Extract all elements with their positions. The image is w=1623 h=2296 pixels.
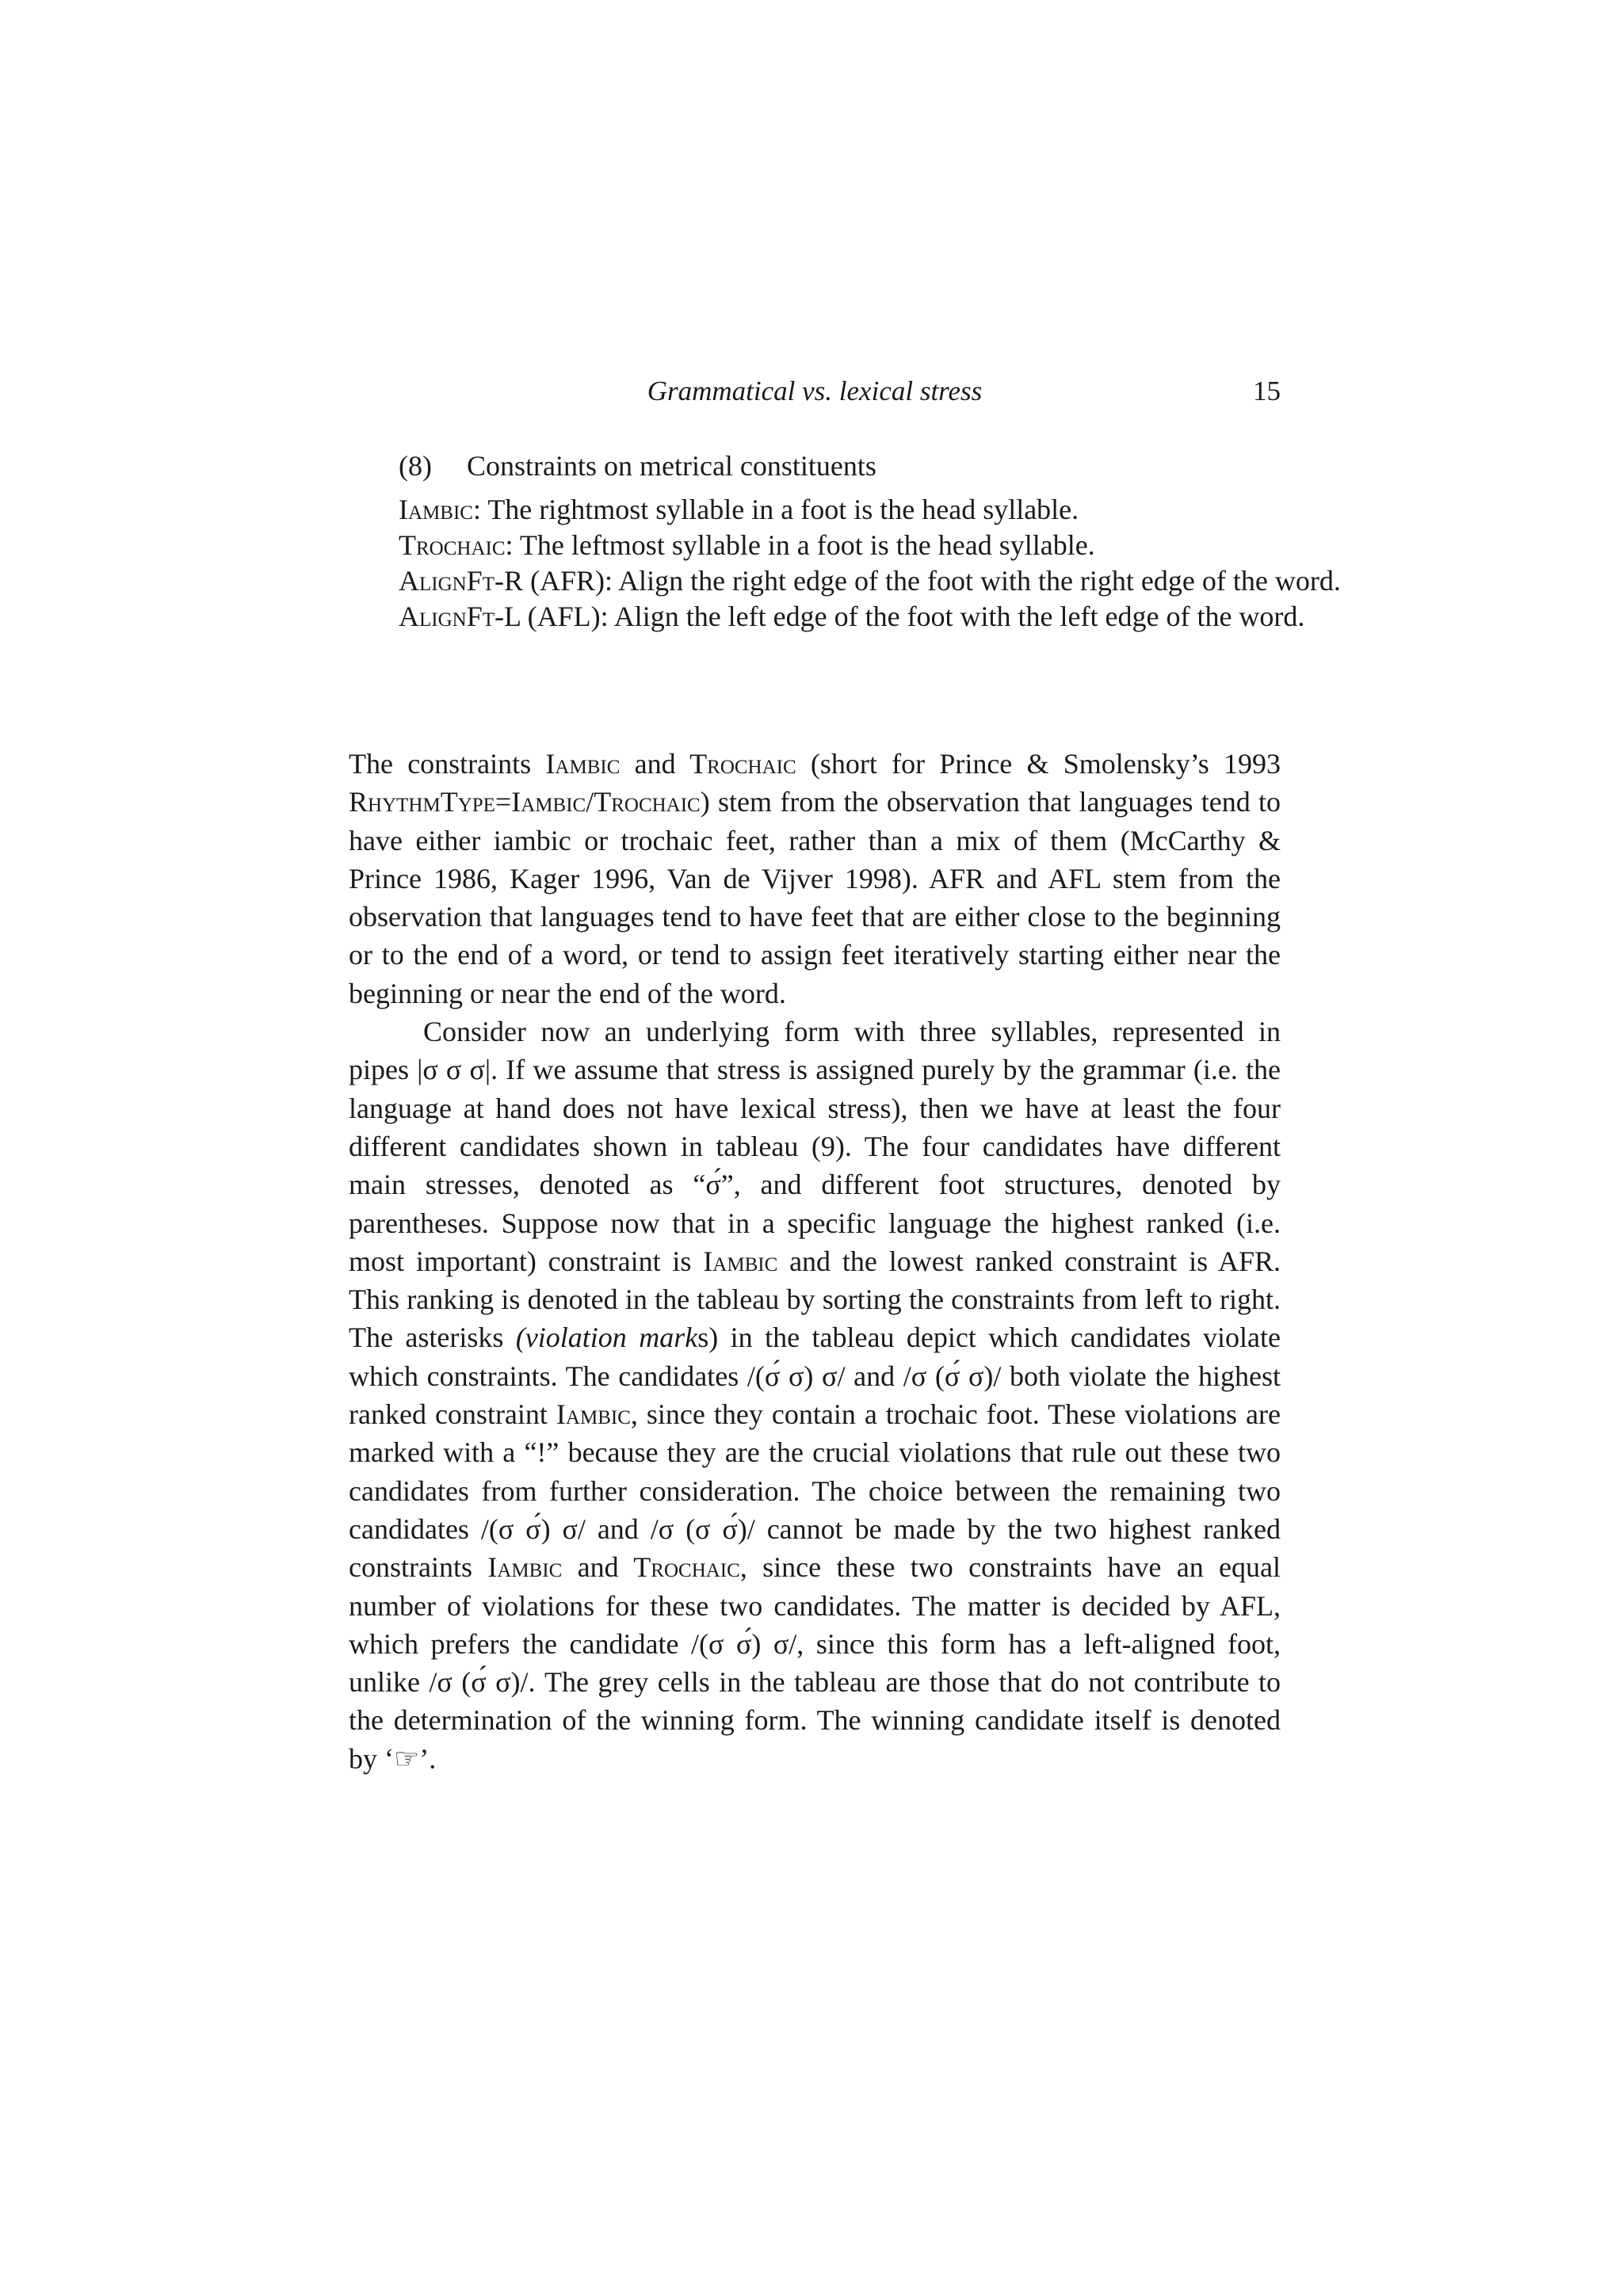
constraint-trochaic	[399, 528, 1421, 563]
constraint-ref-trochaic: Trochaic	[633, 1551, 740, 1584]
example-heading	[399, 448, 1281, 484]
constraint-ref-iambic: Iambic	[545, 748, 621, 780]
constraint-name: AlignFt-L (AFL)	[399, 601, 601, 632]
italic-term: (violation mark	[515, 1322, 698, 1354]
constraint-definition: : Align the right edge of the foot with the right edge of the word.	[605, 565, 1341, 597]
example-8	[399, 448, 1341, 635]
constraint-name: AlignFt-R (AFR)	[399, 565, 605, 597]
constraint-ref-iambic: Iambic	[703, 1245, 778, 1277]
paragraph-1: The constraints Iambic and Trochaic (short for Prince & Smolensky’s 1993 RhythmType=Iambic/Trochaic) stem from the observation that languages tend to have either iambic or trochaic feet, rather than a mix of them (McCarthy & Prince 1986, Kager 1996, Van de Vijver 1998). AFR and AFL stem from the observation that languages tend to have feet that are either close to the beginning or to the end of a word, or tend to assign feet iteratively starting either near the beginning or near the end of the word.	[349, 748, 1281, 1009]
paragraph-2: Consider now an underlying form with three syllables, represented in pipes |σ σ σ|. If we assume that stress is assigned purely by the grammar (i.e. the language at hand does not have lexical stress), then we have at least the four different candidates shown in tableau (9). The four candidates have different main stresses, denoted as “σ́”, and different foot structures, denoted by parentheses. Suppose now that in a specific language the highest ranked (i.e. most important) constraint is Iambic and the lowest ranked constraint is AFR. This ranking is denoted in the tableau by sorting the constraints from left to right. The asterisks (violation marks) in the tableau depict which candidates violate which constraints. The candidates /(σ́ σ) σ/ and /σ (σ́ σ)/ both violate the highest ranked constraint Iambic, since they contain a trochaic foot. These violations are marked with a “!” because they are the crucial violations that rule out these two candidates from further consideration. The choice between the remaining two candidates /(σ σ́) σ/ and /σ (σ σ́)/ cannot be made by the two highest ranked constraints Iambic and Trochaic, since these two constraints have an equal number of violations for these two candidates. The matter is decided by AFL, which prefers the candidate /(σ σ́) σ/, since this form has a left-aligned foot, unlike /σ (σ́ σ)/. The grey cells in the tableau are those that do not contribute to the determination of the winning form. The winning candidate itself is denoted by ‘☞’.	[349, 1016, 1281, 1775]
example-number: (8)	[399, 450, 432, 482]
body-text	[349, 745, 1281, 1778]
constraint-ref-iambic: Iambic	[556, 1398, 631, 1431]
constraint-definition: : The leftmost syllable in a foot is the head syllable.	[505, 529, 1095, 561]
constraint-ref-trochaic: Trochaic	[689, 748, 796, 780]
constraint-definition: : Align the left edge of the foot with the left edge of the word.	[600, 601, 1305, 632]
constraint-ref-iambic: Iambic	[487, 1551, 563, 1584]
page-number: 15	[1253, 376, 1281, 406]
constraint-ref-rhythmtype: RhythmType=Iambic/Trochaic	[349, 786, 701, 818]
constraint-definition: : The rightmost syllable in a foot is the head syllable.	[472, 494, 1079, 525]
constraint-iambic	[399, 492, 1421, 528]
running-title: Grammatical vs. lexical stress	[647, 376, 983, 406]
constraint-alignft-l	[399, 599, 1421, 635]
constraint-name: Trochaic	[399, 529, 506, 561]
running-head	[349, 372, 1281, 410]
constraint-name: Iambic	[399, 494, 473, 525]
example-title: Constraints on metrical constituents	[467, 450, 876, 482]
constraint-alignft-r	[399, 563, 1421, 599]
